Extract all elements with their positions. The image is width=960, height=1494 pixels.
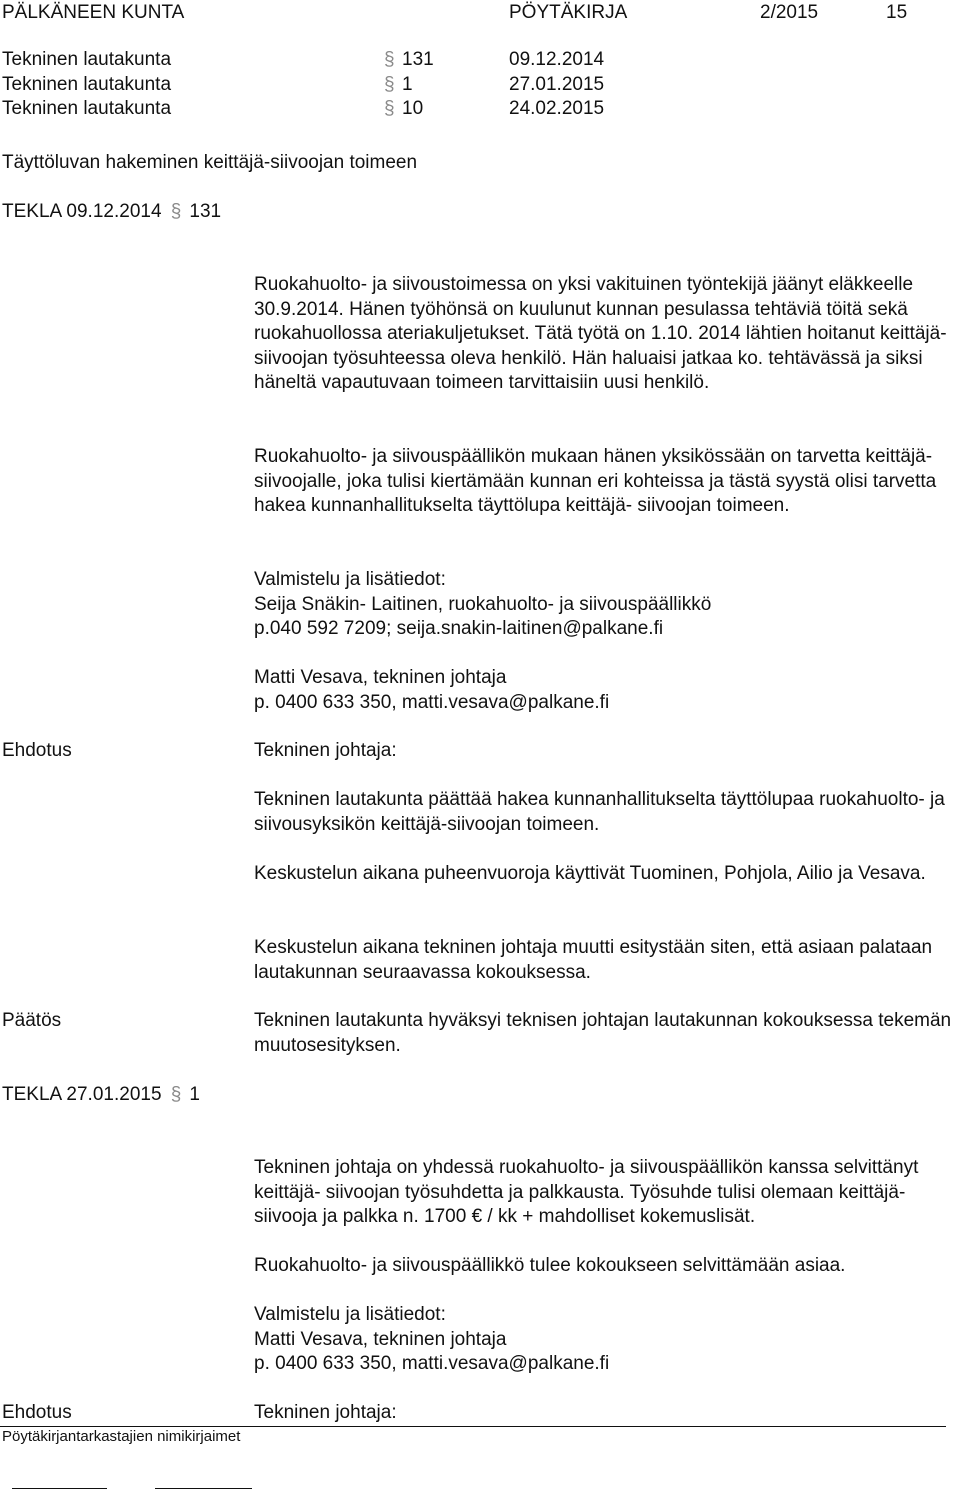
section-mark-icon: § — [170, 1084, 182, 1105]
proposal-text: Tekninen lautakunta päättää hakea kunnanhallitukselta täyttölupaa ruokahuolto- ja siivousyksikön keittäjä-siivoojan toimeen. — [254, 789, 945, 835]
doc-number: 2/2015 — [760, 2, 819, 23]
preparation-info — [254, 1303, 958, 1377]
prep-label: Valmistelu ja lisätiedot: — [254, 1304, 446, 1325]
section-ref-number: 1 — [189, 1084, 200, 1105]
prep-contact: p.040 592 7209; seija.snakin-laitinen@palkane.fi — [254, 618, 664, 639]
section-mark-icon: § — [384, 49, 395, 70]
page-title: Täyttöluvan hakeminen keittäjä-siivoojan toimeen — [2, 152, 418, 173]
section-ref — [2, 1083, 200, 1108]
discussion-text: Keskustelun aikana tekninen johtaja muutti esitystään siten, että asiaan palataan lautakunnan seuraavassa kokouksessa. — [254, 937, 933, 983]
decision-label: Päätös — [2, 1010, 62, 1031]
footer-rule — [0, 1426, 946, 1427]
meeting-number: 10 — [402, 98, 424, 119]
proposal-by: Tekninen johtaja: — [254, 1402, 397, 1423]
section-mark-icon: § — [170, 201, 182, 222]
proposal-label: Ehdotus — [2, 740, 72, 761]
preparation-info — [254, 568, 958, 642]
section-ref-text: TEKLA 09.12.2014 — [2, 201, 162, 222]
doc-type: PÖYTÄKIRJA — [509, 2, 628, 23]
section-paragraph: Tekninen johtaja on yhdessä ruokahuolto- ja siivouspäällikön kanssa selvittänyt keittäjä- siivoojan työsuhdetta ja palkkausta. Työsuhde tulisi olemaan keittäjä- siivooja ja palkka n. 1700 € / kk + mahdolliset kokemuslisät. — [254, 1157, 919, 1227]
section-paragraph: Ruokahuolto- ja siivoustoimessa on yksi vakituinen työntekijä jäänyt eläkkeelle 30.9.2014. Hänen työhönsä on kuulunut kunnan pesulassa tehtäviä töitä sekä ruokahuollossa ateriakuljetukset. Tätä työtä on 1.10. 2014 lähtien hoitanut keittäjä-siivoojan työsuhteessa oleva henkilö. Hän haluaisi jatkaa ko. tehtävässä ja siksi häneltä vapautuvaan toimeen tarvittaisiin uusi henkilö. — [254, 274, 947, 393]
section-paragraph: Ruokahuolto- ja siivouspäällikkö tulee kokoukseen selvittämään asiaa. — [254, 1255, 846, 1276]
section-mark-icon: § — [384, 74, 395, 95]
signature-line — [12, 1488, 107, 1489]
section-ref-number: 131 — [189, 201, 222, 222]
signature-line — [155, 1488, 252, 1489]
footer-label: Pöytäkirjantarkastajien nimikirjaimet — [2, 1428, 241, 1445]
org-name: PÄLKÄNEEN KUNTA — [2, 2, 185, 23]
prep-contact: p. 0400 633 350, matti.vesava@palkane.fi — [254, 1353, 610, 1374]
meeting-number: 1 — [402, 74, 413, 95]
page-number: 15 — [886, 2, 908, 23]
discussion-text: Keskustelun aikana puheenvuoroja käyttivät Tuominen, Pohjola, Ailio ja Vesava. — [254, 863, 926, 884]
proposal-by: Tekninen johtaja: — [254, 740, 397, 761]
meeting-date: 27.01.2015 — [509, 74, 605, 95]
decision-text: Tekninen lautakunta hyväksyi teknisen johtajan lautakunnan kokouksessa tekemän muutosesityksen. — [254, 1010, 952, 1056]
section-ref-text: TEKLA 27.01.2015 — [2, 1084, 162, 1105]
prep-person: Seija Snäkin- Laitinen, ruokahuolto- ja siivouspäällikkö — [254, 593, 712, 615]
meeting-number: 131 — [402, 49, 434, 70]
section-ref — [2, 200, 221, 225]
prep-contact: p. 0400 633 350, matti.vesava@palkane.fi — [254, 691, 610, 713]
proposal-label: Ehdotus — [2, 1402, 72, 1423]
meeting-body: Tekninen lautakunta — [2, 74, 172, 95]
meeting-date: 24.02.2015 — [509, 98, 605, 119]
meeting-body: Tekninen lautakunta — [2, 49, 172, 70]
preparation-info — [254, 666, 958, 715]
prep-label: Valmistelu ja lisätiedot: — [254, 569, 446, 590]
meeting-body: Tekninen lautakunta — [2, 98, 172, 119]
section-paragraph: Ruokahuolto- ja siivouspäällikön mukaan hänen yksikössään on tarvetta keittäjä- siivoojalle, joka tulisi kiertämään kunnan eri kohteissa ja tästä syystä olisi tarvetta hakea kunnanhallitukselta täyttölupa keittäjä- siivoojan toimeen. — [254, 446, 937, 516]
meeting-date: 09.12.2014 — [509, 49, 605, 70]
prep-person: Matti Vesava, tekninen johtaja — [254, 1328, 507, 1350]
section-mark-icon: § — [384, 98, 395, 119]
prep-person: Matti Vesava, tekninen johtaja — [254, 667, 507, 688]
